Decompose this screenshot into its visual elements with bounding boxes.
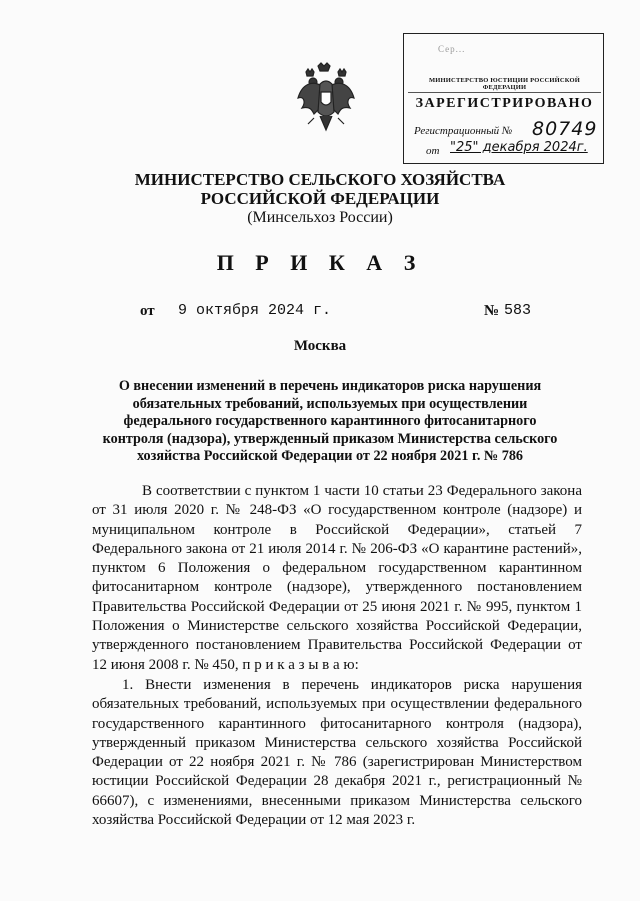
- stamp-date-label: от: [426, 145, 440, 157]
- document-type-title: П Р И К А З: [216, 250, 424, 275]
- ministry-short-name: (Минсельхоз России): [247, 209, 393, 226]
- ministry-name-line1: МИНИСТЕРСТВО СЕЛЬСКОГО ХОЗЯЙСТВА: [134, 170, 506, 189]
- body-paragraph-1: В соответствии с пунктом 1 части 10 статьи 23 Федерального закона от 31 июля 2020 г. № 248-ФЗ «О государственном контроле (надзоре) и муниципальном контроле в Российской Федерации», статьей 7 Федерального закона от 21 июля 2014 г. № 206-ФЗ «О карантине растений», пунктом 6 Положения о федеральном государственном карантинном фитосанитарном контроле (надзоре), утвержденного постановлением Правительства Российской Федерации от 25 июня 2021 г. № 995, пунктом 1 Положения о Министерстве сельского хозяйства Российской Федерации, утвержденного постановлением Правительства Российской Федерации от 12 июня 2008 г. № 450, п р и к а з ы в а ю:: [92, 483, 582, 673]
- order-from-label: от: [140, 303, 155, 319]
- order-title: О внесении изменений в перечень индикаторов риска нарушения обязательных требований, используемых при осуществлении федерального государственного карантинного фитосанитарного контроля (надзора), утвержденный приказом Министерства сельского хозяйства Российской Федерации от 22 ноября 2021 г. № 786: [102, 378, 558, 465]
- stamp-ministry: МИНИСТЕРСТВО ЮСТИЦИИ РОССИЙСКОЙ ФЕДЕРАЦИИ: [408, 77, 601, 93]
- stamp-title: ЗАРЕГИСТРИРОВАНО: [415, 96, 594, 111]
- stamp-date-value: "25" декабря 2024г.: [450, 140, 588, 155]
- order-number-label: №: [484, 303, 500, 319]
- body-paragraph-2: 1. Внести изменения в перечень индикаторов риска нарушения обязательных требований, используемых при осуществлении федерального государственного карантинного фитосанитарного контроля (надзора), утвержденный приказом Министерства сельского хозяйства Российской Федерации от 22 ноября 2021 г. № 786 (зарегистрирован Министерством юстиции Российской Федерации 28 декабря 2021 г., регистрационный № 66607), с изменениями, внесенными приказом Министерства сельского хозяйства Российской Федерации от 12 мая 2023 г.: [92, 677, 582, 829]
- stamp-faded-text: Сер...: [438, 44, 466, 54]
- coat-of-arms-icon: [296, 62, 356, 134]
- order-date: 9 октября 2024 г.: [178, 302, 332, 319]
- stamp-reg-label: Регистрационный №: [414, 125, 513, 137]
- ministry-name-line2: РОССИЙСКОЙ ФЕДЕРАЦИИ: [200, 189, 440, 208]
- registration-stamp: [403, 33, 604, 164]
- order-number: 583: [504, 302, 532, 319]
- stamp-reg-number: 80749: [532, 118, 598, 140]
- city: Москва: [293, 338, 347, 354]
